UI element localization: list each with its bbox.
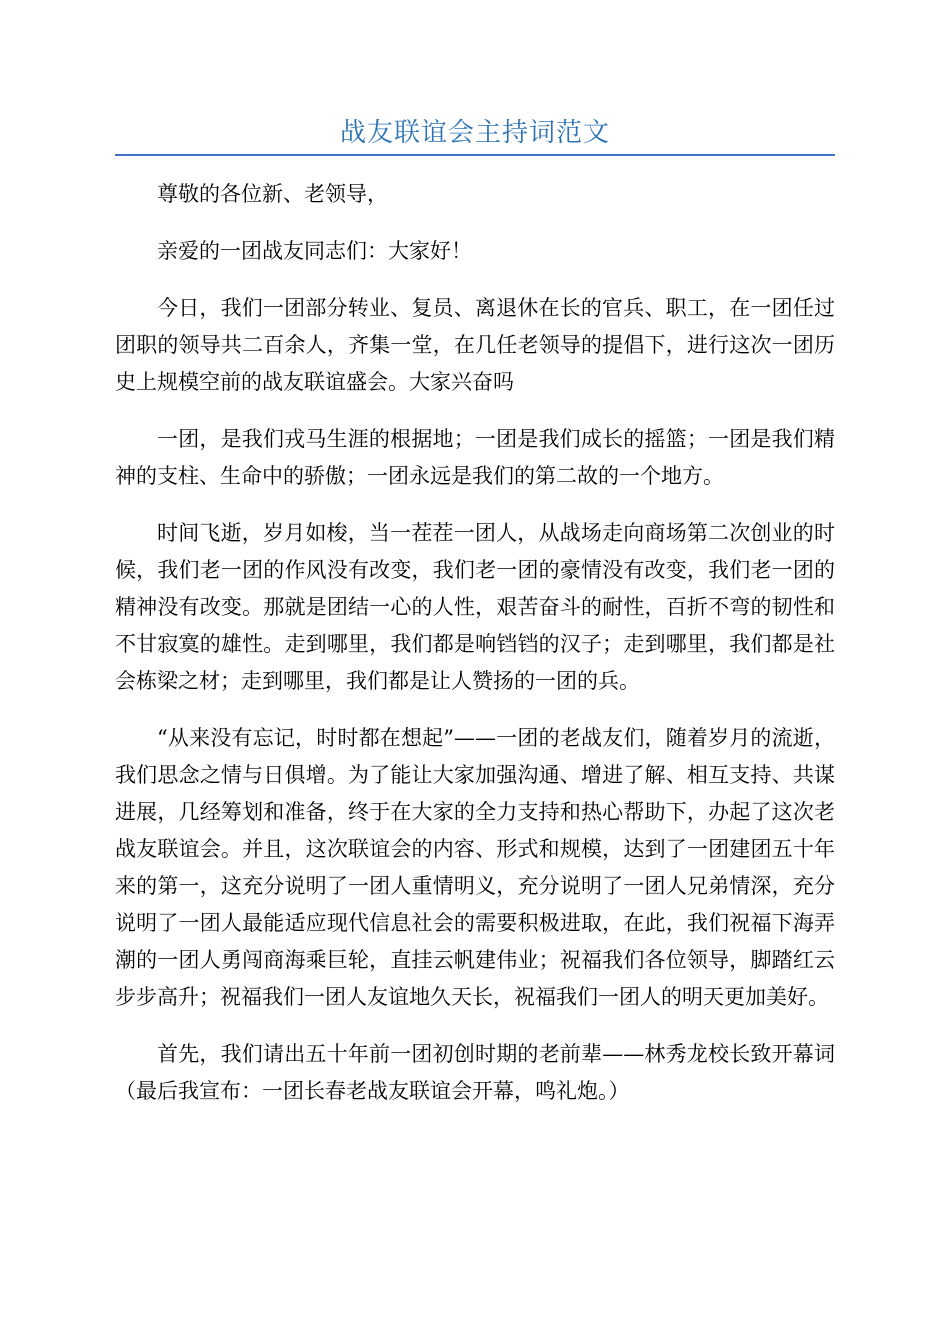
- document-title: 战友联谊会主持词范文: [339, 118, 610, 148]
- document-body: [115, 176, 835, 1130]
- paragraph-regiment: 一团，是我们戎马生涯的根据地；一团是我们成长的摇篮；一团是我们精神的支柱、生命中的骄傲；一团永远是我们的第二故的一个地方。: [115, 427, 835, 488]
- paragraph-opening: 首先，我们请出五十年前一团初创时期的老前辈——林秀龙校长致开幕词（最后我宣布：一团长春老战友联谊会开幕，鸣礼炮。）: [115, 1042, 835, 1103]
- paragraph-spirit: 时间飞逝，岁月如梭，当一茬茬一团人，从战场走向商场第二次创业的时候，我们老一团的作风没有改变，我们老一团的豪情没有改变，我们老一团的精神没有改变。那就是团结一心的人性，艰苦奋斗的耐性，百折不弯的韧性和不甘寂寞的雄性。走到哪里，我们都是响铛铛的汉子；走到哪里，我们都是社会栋梁之材；走到哪里，我们都是让人赞扬的一团的兵。: [115, 521, 835, 693]
- paragraph-intro: 今日，我们一团部分转业、复员、离退休在长的官兵、职工，在一团任过团职的领导共二百余人，齐集一堂，在几任老领导的提倡下，进行这次一团历史上规模空前的战友联谊盛会。大家兴奋吗: [115, 296, 835, 394]
- paragraph-greeting-comrades: 亲爱的一团战友同志们：大家好！: [157, 239, 472, 263]
- paragraph-greeting-leaders: 尊敬的各位新、老领导，: [157, 182, 388, 206]
- title-underline: [115, 154, 835, 156]
- paragraph-reunion: “从来没有忘记，时时都在想起”——一团的老战友们，随着岁月的流逝，我们思念之情与日俱增。为了能让大家加强沟通、增进了解、相互支持、共谋进展，几经筹划和准备，终于在大家的全力支持和热心帮助下，办起了这次老战友联谊会。并且，这次联谊会的内容、形式和规模，达到了一团建团五十年来的第一，这充分说明了一团人重情明义，充分说明了一团人兄弟情深，充分说明了一团人最能适应现代信息社会的需要积极进取，在此，我们祝福下海弄潮的一团人勇闯商海乘巨轮，直挂云帆建伟业；祝福我们各位领导，脚踏红云步步高升；祝福我们一团人友谊地久天长，祝福我们一团人的明天更加美好。: [115, 726, 835, 1009]
